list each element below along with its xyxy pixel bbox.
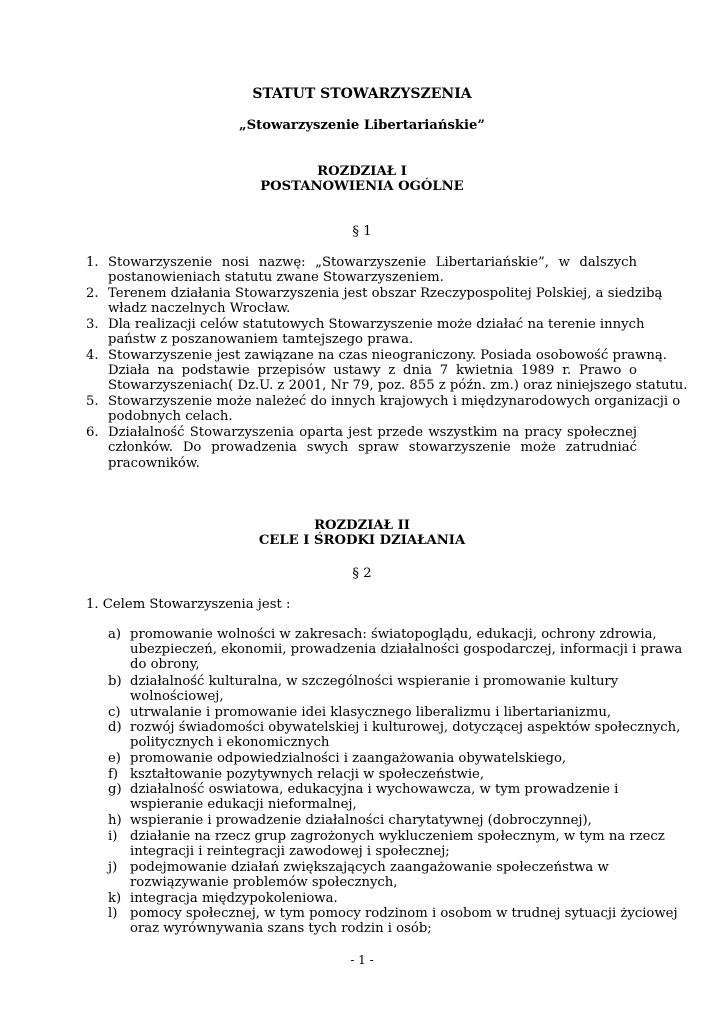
goal-letter: g) xyxy=(108,782,122,797)
list-item-number: 1. xyxy=(86,255,99,270)
goal-line: pomocy społecznej, w tym pomocy rodzinom i osobom w trudnej sytuacji życiowej xyxy=(130,906,678,921)
section-1-mark: § 1 xyxy=(352,224,372,239)
goal-line: podejmowanie działań zwiększających zaangażowanie społeczeństwa w xyxy=(130,860,609,875)
list-item-line: władz naczelnych Wrocław. xyxy=(108,301,291,316)
goal-line: wolnościowej, xyxy=(130,689,224,704)
goal-letter: a) xyxy=(108,627,122,642)
goal-letter: h) xyxy=(108,813,122,828)
association-name: „Stowarzyszenie Libertariańskie” xyxy=(239,118,485,133)
goal-letter: d) xyxy=(108,720,122,735)
list-item-line: Działa na podstawie przepisów ustawy z dnia 7 kwietnia 1989 r. Prawo o xyxy=(108,363,637,378)
chapter-2-title: CELE I ŚRODKI DZIAŁANIA xyxy=(258,533,466,548)
chapter-2-heading: ROZDZIAŁ II xyxy=(314,518,410,533)
list-item-line: Dla realizacji celów statutowych Stowarzyszenie może działać na terenie innych xyxy=(108,317,645,332)
goal-line: kształtowanie pozytywnych relacji w społeczeństwie, xyxy=(130,767,485,782)
list-item-line: Działalność Stowarzyszenia oparta jest przede wszystkim na pracy społecznej xyxy=(108,425,637,440)
section-2-mark: § 2 xyxy=(352,566,372,581)
page-number: - 1 - xyxy=(350,953,374,967)
list-item-number: 4. xyxy=(86,348,99,363)
list-item-line: postanowieniach statutu zwane Stowarzyszeniem. xyxy=(108,270,444,285)
list-item-line: Stowarzyszenie nosi nazwę: „Stowarzyszenie Libertariańskie”, w dalszych xyxy=(108,255,637,270)
goal-line: promowanie wolności w zakresach: światopoglądu, edukacji, ochrony zdrowia, xyxy=(130,627,657,642)
goal-letter: j) xyxy=(108,860,118,875)
list-item-line: Stowarzyszeniach( Dz.U. z 2001, Nr 79, poz. 855 z późn. zm.) oraz niniejszego statutu. xyxy=(108,378,688,393)
list-item-line: Stowarzyszenie jest zawiązane na czas nieograniczony. Posiada osobowość prawną. xyxy=(108,348,667,363)
goal-letter: b) xyxy=(108,674,122,689)
goal-letter: k) xyxy=(108,891,122,906)
list-item-line: państw z poszanowaniem tamtejszego prawa. xyxy=(108,332,414,347)
goal-line: działalność oswiatowa, edukacyjna i wychowawcza, w tym prowadzenie i xyxy=(130,782,619,797)
goal-line: rozwój świadomości obywatelskiej i kulturowej, dotyczącej aspektów społecznych, xyxy=(130,720,681,735)
goal-line: do obrony, xyxy=(130,657,200,672)
list-item-line: członków. Do prowadzenia swych spraw stowarzyszenie może zatrudniać xyxy=(108,440,637,455)
goal-line: działalność kulturalna, w szczególności wspieranie i promowanie kultury xyxy=(130,674,619,689)
goal-letter: f) xyxy=(108,767,119,782)
goal-line: oraz wyrównywania szans tych rodzin i osób; xyxy=(130,921,432,936)
goal-letter: l) xyxy=(108,906,118,921)
goal-line: integracja międzypokoleniowa. xyxy=(130,891,338,906)
list-item-line: podobnych celach. xyxy=(108,409,233,424)
chapter-1-title: POSTANOWIENIA OGÓLNE xyxy=(260,179,464,194)
goals-intro: 1. Celem Stowarzyszenia jest : xyxy=(86,597,291,612)
chapter-1-heading: ROZDZIAŁ I xyxy=(317,164,407,179)
goal-line: wspieranie edukacji nieformalnej, xyxy=(130,797,357,812)
goal-line: wspieranie i prowadzenie działalności charytatywnej (dobroczynnej), xyxy=(130,813,592,828)
goal-line: promowanie odpowiedzialności i zaangażowania obywatelskiego, xyxy=(130,751,567,766)
goal-line: rozwiązywanie problemów społecznych, xyxy=(130,875,398,890)
list-item-number: 6. xyxy=(86,425,99,440)
list-item-line: pracowników. xyxy=(108,456,200,471)
list-item-line: Stowarzyszenie może należeć do innych krajowych i międzynarodowych organizacji o xyxy=(108,394,681,409)
goal-line: utrwalanie i promowanie idei klasycznego liberalizmu i libertarianizmu, xyxy=(130,705,612,720)
list-item-number: 3. xyxy=(86,317,99,332)
goal-letter: i) xyxy=(108,829,118,844)
list-item-number: 2. xyxy=(86,286,99,301)
goal-line: politycznych i ekonomicznych xyxy=(130,735,330,750)
list-item-line: Terenem działania Stowarzyszenia jest obszar Rzeczypospolitej Polskiej, a siedzibą xyxy=(108,286,663,301)
list-item-number: 5. xyxy=(86,394,99,409)
statute-title: STATUT STOWARZYSZENIA xyxy=(252,86,472,102)
goal-letter: c) xyxy=(108,705,121,720)
goal-line: integracji i reintegracji zawodowej i społecznej; xyxy=(130,844,450,859)
goal-line: ubezpieczeń, ekonomii, prowadzenia działalności gospodarczej, informacji i prawa xyxy=(130,642,683,657)
goal-line: działanie na rzecz grup zagrożonych wykluczeniem społecznym, w tym na rzecz xyxy=(130,829,665,844)
goal-letter: e) xyxy=(108,751,121,766)
